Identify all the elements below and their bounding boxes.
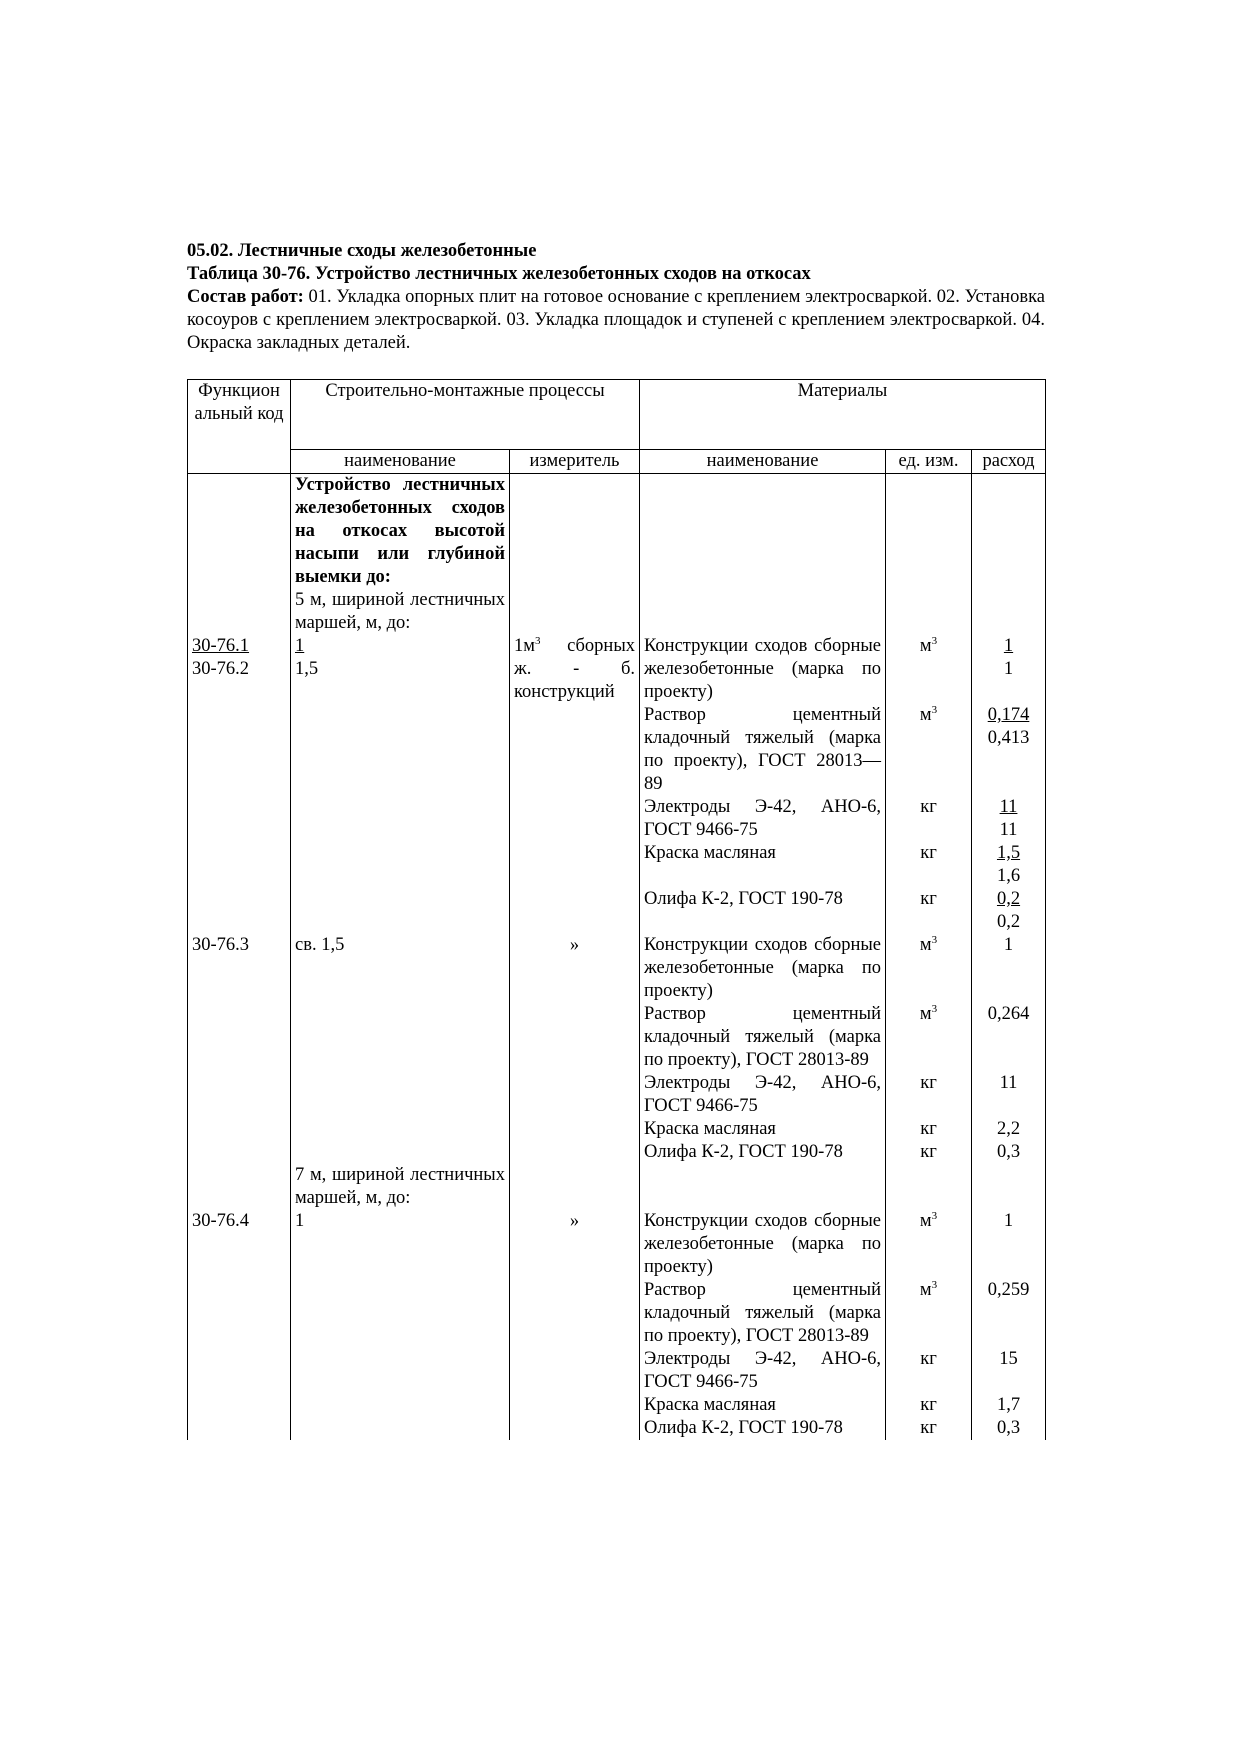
material-unit: кг (886, 1141, 972, 1164)
material-name: Электроды Э-42, АНО-6, ГОСТ 9466-75 (640, 1348, 886, 1394)
subgroup-title: 5 м, шириной лестничных маршей, м, до: (291, 589, 510, 635)
material-unit: кг (886, 1417, 972, 1440)
material-rate: 1 (972, 1210, 1046, 1279)
material-name: Раствор цементный кладочный тяжелый (марка по проекту), ГОСТ 28013-89 (640, 1003, 886, 1072)
material-name: Краска масляная (640, 1118, 886, 1141)
material-unit: кг (886, 1394, 972, 1417)
process-name: 1 (295, 636, 305, 656)
material-name: Олифа К-2, ГОСТ 190-78 (640, 1417, 886, 1440)
process-unit: » (510, 1210, 640, 1279)
material-unit: кг (886, 888, 972, 934)
table-row (188, 589, 1046, 635)
material-name: Электроды Э-42, АНО-6, ГОСТ 9466-75 (640, 796, 886, 842)
group-title: Устройство лестничных железобетонных сходов на откосах высотой насыпи или глубиной выемки до: (291, 474, 510, 590)
col-processes-header: Строительно-монтажные процессы (291, 380, 640, 450)
material-rate: 1,7 (972, 1394, 1046, 1417)
process-unit: $1м^3$ сборных ж. - б. конструкций (510, 635, 640, 704)
col-proc-unit-header: измеритель (510, 450, 640, 474)
subgroup-title: 7 м, шириной лестничных маршей, м, до: (291, 1164, 510, 1210)
table-row (188, 1417, 1046, 1440)
material-name: Краска масляная (640, 1394, 886, 1417)
section-title: 05.02. Лестничные сходы железобетонные (187, 241, 537, 261)
table-row (188, 1394, 1046, 1417)
table-row (188, 796, 1046, 842)
material-unit: кг (886, 1348, 972, 1394)
table-row (188, 1348, 1046, 1394)
table-row (188, 1279, 1046, 1348)
material-rate: 0,3 (972, 1141, 1046, 1164)
code-cell: 30-76.4 (188, 1210, 291, 1279)
table-row (188, 1003, 1046, 1072)
table-row (188, 635, 1046, 704)
material-name: Раствор цементный кладочный тяжелый (марка по проекту), ГОСТ 28013—89 (640, 704, 886, 796)
material-unit: кг (886, 842, 972, 888)
material-unit: $м^3$ (886, 1003, 972, 1072)
norms-table (187, 379, 1045, 1440)
table-row (188, 1210, 1046, 1279)
material-rate: 0,264 (972, 1003, 1046, 1072)
table-head-row-2 (188, 450, 1046, 474)
table-row (188, 474, 1046, 590)
table-row (188, 1072, 1046, 1118)
table-row (188, 934, 1046, 1003)
document-heading (187, 240, 1045, 355)
material-name: Конструкции сходов сборные железобетонные (марка по проекту) (640, 1210, 886, 1279)
col-mat-rate-header: расход (972, 450, 1046, 474)
composition-label: Состав работ: (187, 287, 304, 307)
material-rate: 0,3 (972, 1417, 1046, 1440)
process-name: 1,5 (295, 659, 319, 679)
code-cell: 30-76.2 (192, 659, 250, 679)
material-unit: $м^3$ (886, 1210, 972, 1279)
table-row (188, 888, 1046, 934)
process-name: 1 (291, 1210, 510, 1279)
table-head-row-1 (188, 380, 1046, 450)
col-proc-name-header: наименование (291, 450, 510, 474)
process-name: св. 1,5 (291, 934, 510, 1003)
material-unit: кг (886, 796, 972, 842)
material-unit: $м^3$ (886, 934, 972, 1003)
code-cell: 30-76.3 (188, 934, 291, 1003)
table-row (188, 704, 1046, 796)
material-name: Олифа К-2, ГОСТ 190-78 (640, 1141, 886, 1164)
material-name: Раствор цементный кладочный тяжелый (марка по проекту), ГОСТ 28013-89 (640, 1279, 886, 1348)
material-rate: 0,174 0,413 (972, 704, 1046, 796)
table-row (188, 1141, 1046, 1164)
material-rate: 0,2 0,2 (972, 888, 1046, 934)
material-rate: 11 11 (972, 796, 1046, 842)
material-name: Конструкции сходов сборные железобетонные (марка по проекту) (640, 635, 886, 704)
process-unit: » (510, 934, 640, 1003)
col-mat-name-header: наименование (640, 450, 886, 474)
material-name: Краска масляная (640, 842, 886, 888)
material-name: Конструкции сходов сборные железобетонные (марка по проекту) (640, 934, 886, 1003)
col-code-header: Функцион альный код (188, 380, 291, 474)
code-cell: 30-76.1 (192, 636, 250, 656)
table-title: Таблица 30-76. Устройство лестничных железобетонных сходов на откосах (187, 264, 811, 284)
material-rate: 1 1 (972, 635, 1046, 704)
col-mat-unit-header: ед. изм. (886, 450, 972, 474)
material-unit: $м^3$ (886, 635, 972, 704)
composition-text: 01. Укладка опорных плит на готовое основание с креплением электросваркой. 02. Установка косоуров с креплением электросваркой. 03. Укладка площадок и ступеней с креплением электросваркой. 04. Окраска закладных деталей. (187, 287, 1045, 353)
material-rate: 1 (972, 934, 1046, 1003)
table-row (188, 1118, 1046, 1141)
material-rate: 0,259 (972, 1279, 1046, 1348)
material-unit: $м^3$ (886, 1279, 972, 1348)
material-rate: 11 (972, 1072, 1046, 1118)
material-rate: 2,2 (972, 1118, 1046, 1141)
material-name: Электроды Э-42, АНО-6, ГОСТ 9466-75 (640, 1072, 886, 1118)
work-composition (187, 286, 1045, 355)
material-rate: 1,5 1,6 (972, 842, 1046, 888)
material-unit: кг (886, 1072, 972, 1118)
table-row (188, 842, 1046, 888)
col-materials-header: Материалы (640, 380, 1046, 450)
material-unit: $м^3$ (886, 704, 972, 796)
material-name: Олифа К-2, ГОСТ 190-78 (640, 888, 886, 934)
material-rate: 15 (972, 1348, 1046, 1394)
material-unit: кг (886, 1118, 972, 1141)
table-row (188, 1164, 1046, 1210)
